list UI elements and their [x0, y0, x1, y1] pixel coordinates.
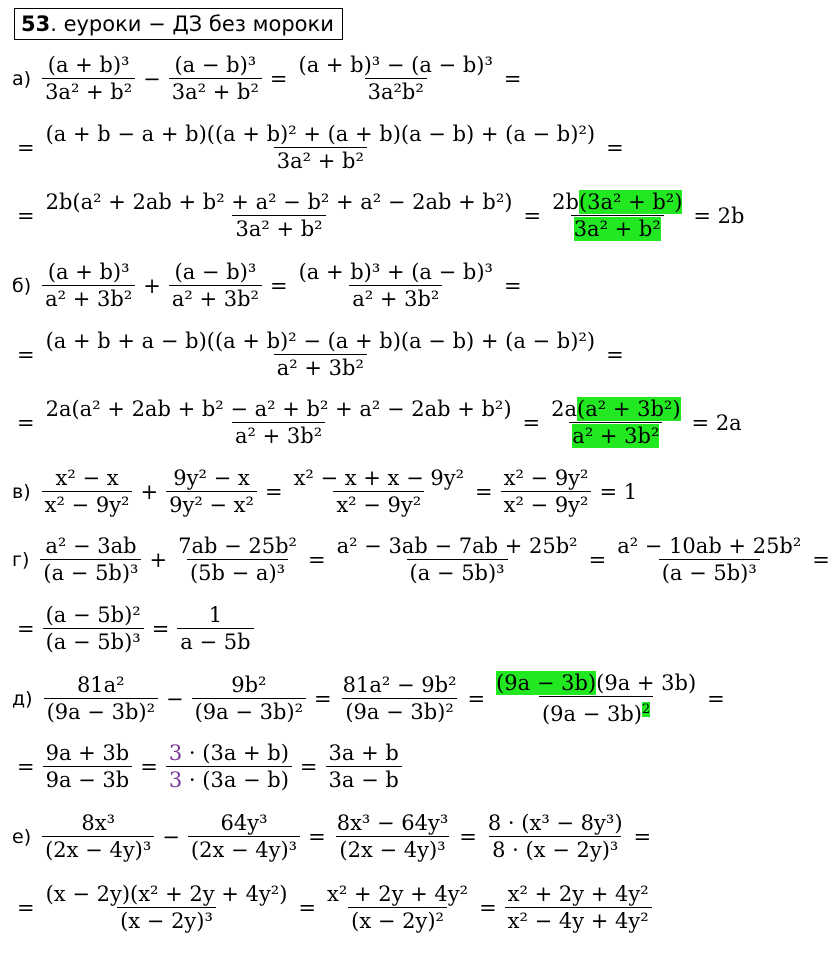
numerator: [501, 465, 592, 491]
task-number: 53: [21, 12, 51, 36]
fraction: [192, 672, 306, 725]
operator: =: [308, 824, 326, 849]
fraction: [340, 672, 460, 725]
denominator-text: (a − 5b)³: [409, 561, 505, 585]
numerator-text: 1: [208, 603, 223, 627]
numerator-text: (a + b)³ − (a − b)³: [298, 53, 493, 77]
operator: =: [475, 479, 493, 504]
denominator: [407, 559, 508, 586]
numerator-text: (a + b)³: [47, 53, 130, 77]
operator: =: [459, 824, 477, 849]
numerator: [74, 672, 128, 698]
numerator-text: 2b(a² + 2ab + b² + a² − b² + a² − 2ab + b²): [45, 190, 513, 214]
highlight-factor: 3a² + b²: [573, 217, 661, 241]
numerator: [505, 881, 652, 907]
denominator: [177, 628, 253, 655]
numerator: [493, 670, 699, 696]
operator: =: [151, 616, 170, 641]
operator: =: [812, 547, 830, 572]
numerator-text: a² − 3ab: [45, 534, 137, 558]
denominator-text: (x − 2y)³: [120, 909, 213, 933]
operator: =: [17, 616, 35, 641]
numerator-text: 81a² − 9b²: [342, 673, 457, 697]
operator: =: [606, 342, 624, 367]
fraction: [334, 533, 581, 586]
numerator-text: 81a²: [76, 673, 125, 697]
numerator: [217, 810, 270, 836]
denominator-text: (2x − 4y)³: [190, 838, 298, 862]
formula-line: [12, 465, 642, 518]
denominator-text: (a − 5b)³: [45, 630, 141, 654]
numerator-text: 8x³ − 64y³: [336, 811, 449, 835]
highlight-factor: (9a − 3b): [496, 671, 597, 695]
numerator-text: (a − b)³: [174, 260, 257, 284]
numerator-text: 9b²: [231, 673, 267, 697]
numerator-text: (a + b − a + b)((a + b)² + (a + b)(a − b) + (a − b)²): [45, 122, 596, 146]
numerator-text: x² + 2y + 4y²: [327, 882, 469, 906]
fraction: [548, 396, 683, 449]
formula-line: [12, 259, 527, 312]
denominator-prefix: (9a − 3b): [541, 702, 643, 726]
denominator-text: (9a − 3b)²: [46, 700, 155, 724]
denominator-text: 3a² + b²: [235, 217, 323, 241]
numerator-text: x² − 9y²: [503, 466, 589, 490]
highlight-factor: (a² + 3b²): [577, 397, 681, 421]
denominator: [501, 491, 592, 518]
numerator: [296, 259, 496, 285]
denominator-text: 3a² + b²: [171, 80, 259, 104]
numerator: [171, 52, 259, 78]
denominator-text: (5b − a)³: [189, 561, 286, 585]
denominator: [342, 698, 456, 725]
denominator: [539, 696, 653, 727]
denominator-text: (a − 5b)³: [43, 561, 139, 585]
numerator-text: (x − 2y)(x² + 2y + 4y²): [45, 882, 288, 906]
formula-line: [12, 189, 749, 242]
cancel-factor: 3: [168, 768, 183, 792]
part-label: г): [12, 548, 30, 571]
numerator-text: a² − 10ab + 25b²: [617, 534, 802, 558]
denominator-text: (2x − 4y)³: [339, 838, 446, 862]
formula-line: [12, 670, 730, 727]
denominator-text: a − 5b: [180, 630, 251, 654]
operator: =: [269, 66, 288, 91]
numerator-text: x² − x + x − 9y²: [293, 466, 464, 490]
denominator-text: a² + 3b²: [235, 424, 323, 448]
numerator-text: 64y³: [220, 811, 268, 835]
denominator: [187, 559, 288, 586]
denominator: [659, 559, 760, 586]
denominator-text: (9a − 3b)²: [345, 700, 454, 724]
part-label: д): [12, 687, 33, 710]
operator: =: [503, 66, 522, 91]
numerator-prefix: 2a: [551, 397, 578, 421]
formula-line: [12, 740, 405, 793]
numerator-text: 8 · (x³ − 8y³): [487, 811, 623, 835]
numerator: [45, 259, 133, 285]
numerator: [172, 259, 260, 285]
cancel-factor: 3: [168, 741, 183, 765]
fraction: [326, 740, 402, 793]
numerator: [206, 602, 225, 628]
numerator: [166, 740, 292, 766]
fraction: [291, 465, 467, 518]
denominator: [166, 491, 257, 518]
numerator: [53, 465, 122, 491]
operator: =: [264, 479, 283, 504]
formula-line: [12, 602, 257, 655]
operator: =: [299, 754, 318, 779]
numerator-text: x² − x: [55, 466, 119, 490]
denominator: [192, 698, 306, 725]
denominator-text: (a − 5b)³: [661, 561, 757, 585]
numerator: [614, 533, 804, 559]
operator: −: [143, 66, 161, 91]
operator: = 1: [599, 479, 638, 504]
numerator-suffix: (9a + 3b): [596, 671, 697, 695]
denominator: [349, 285, 442, 312]
numerator: [549, 189, 685, 215]
fraction: [324, 881, 471, 934]
numerator: [296, 52, 496, 78]
header-text: . еуроки − ДЗ без мороки: [50, 12, 334, 36]
denominator-text: 3a − b: [328, 768, 399, 792]
denominator: [166, 766, 292, 793]
denominator-text: (x − 2y)²: [351, 909, 444, 933]
denominator-text: 3a² + b²: [276, 149, 364, 173]
numerator-text: 2a(a² + 2ab + b² − a² + b² + a² − 2ab + b²): [45, 397, 512, 421]
fraction: [169, 259, 262, 312]
formula-line: [12, 810, 656, 863]
part-label: б): [12, 274, 32, 297]
numerator-text: 9a + 3b: [45, 741, 130, 765]
denominator-text: a² + 3b²: [171, 287, 259, 311]
denominator: [43, 766, 133, 793]
fraction: [334, 810, 452, 863]
denominator: [43, 628, 144, 655]
denominator: [274, 354, 367, 381]
denominator-text: (2x − 4y)³: [45, 838, 152, 862]
denominator: [569, 422, 662, 449]
denominator-text: 9y² − x²: [169, 493, 254, 517]
fraction: [175, 533, 300, 586]
numerator: [42, 533, 139, 559]
denominator: [336, 836, 448, 863]
fraction: [43, 881, 291, 934]
denominator: [188, 836, 300, 863]
numerator: [340, 672, 460, 698]
operator: =: [479, 895, 497, 920]
fraction: [43, 189, 516, 242]
numerator: [43, 881, 291, 907]
numerator: [43, 396, 515, 422]
denominator: [232, 422, 325, 449]
numerator: [175, 533, 300, 559]
fraction: [43, 121, 598, 174]
operator: =: [307, 547, 326, 572]
numerator: [485, 810, 626, 836]
highlight-factor: (3a² + b²): [578, 190, 683, 214]
numerator: [45, 52, 133, 78]
formula-line: [12, 121, 629, 174]
fraction: [501, 465, 592, 518]
operator: = 2b: [693, 203, 745, 228]
fraction: [296, 52, 496, 105]
denominator: [326, 766, 402, 793]
numerator-text: (a + b)³ + (a − b)³: [298, 260, 493, 284]
formula-line: [12, 533, 835, 586]
denominator: [348, 907, 447, 934]
operator: =: [17, 135, 35, 160]
fraction: [188, 810, 300, 863]
denominator: [169, 285, 262, 312]
operator: =: [523, 203, 542, 228]
numerator: [43, 602, 144, 628]
denominator-text: x² − 9y²: [503, 493, 589, 517]
denominator-text: x² − 4y + 4y²: [507, 909, 649, 933]
fraction: [42, 52, 135, 105]
denominator-text: 8 · (x − 2y)³: [492, 838, 619, 862]
denominator: [42, 491, 133, 518]
denominator: [232, 215, 325, 242]
part-label: а): [12, 67, 32, 90]
numerator: [334, 533, 581, 559]
fraction: [549, 189, 685, 242]
formula-line: [12, 52, 526, 105]
fraction: [505, 881, 652, 934]
denominator: [42, 78, 135, 105]
denominator-text: (9a − 3b)²: [194, 700, 304, 724]
formula-line: [12, 396, 747, 449]
denominator: [274, 147, 367, 174]
operator: =: [606, 135, 624, 160]
denominator-text: 9a − 3b: [45, 768, 130, 792]
operator: +: [149, 547, 168, 572]
denominator-text: x² − 9y²: [44, 493, 130, 517]
denominator: [489, 836, 621, 863]
numerator-text: x² + 2y + 4y²: [507, 882, 649, 906]
fraction: [169, 52, 262, 105]
operator: =: [269, 273, 288, 298]
operator: =: [314, 686, 332, 711]
highlight-factor: a² + 3b²: [572, 424, 660, 448]
operator: =: [588, 547, 607, 572]
denominator: [40, 559, 141, 586]
numerator-text: a² − 3ab − 7ab + 25b²: [336, 534, 578, 558]
denominator-text: a² + 3b²: [45, 287, 133, 311]
numerator: [334, 810, 452, 836]
operator: =: [633, 824, 652, 849]
numerator: [43, 740, 133, 766]
operator: =: [140, 754, 158, 779]
operator: =: [17, 203, 35, 228]
numerator: [43, 328, 598, 354]
operator: =: [17, 410, 35, 435]
numerator-text: 8x³: [81, 811, 116, 835]
fraction: [177, 602, 253, 655]
operator: =: [522, 410, 541, 435]
numerator: [43, 121, 598, 147]
fraction: [43, 328, 598, 381]
operator: −: [162, 824, 180, 849]
part-label: е): [12, 825, 32, 848]
header-box: [14, 8, 343, 40]
fraction: [43, 602, 144, 655]
numerator-suffix: · (3a + b): [182, 741, 289, 765]
denominator: [365, 78, 427, 105]
denominator-text: a² + 3b²: [276, 356, 364, 380]
fraction: [166, 465, 257, 518]
operator: =: [503, 273, 522, 298]
denominator: [505, 907, 652, 934]
operator: =: [467, 686, 486, 711]
denominator-text: x² − 9y²: [336, 493, 422, 517]
formula-line: [12, 881, 655, 934]
denominator: [117, 907, 216, 934]
operator: −: [166, 686, 184, 711]
fraction: [43, 396, 515, 449]
denominator: [42, 285, 135, 312]
fraction: [166, 740, 292, 793]
numerator-prefix: 2b: [552, 190, 579, 214]
operator: +: [143, 273, 161, 298]
numerator: [43, 189, 516, 215]
fraction: [43, 740, 133, 793]
numerator: [78, 810, 118, 836]
denominator: [42, 836, 154, 863]
operator: = 2a: [691, 410, 742, 435]
operator: =: [17, 895, 35, 920]
fraction: [42, 259, 135, 312]
fraction: [40, 533, 141, 586]
denominator-text: a² + 3b²: [352, 287, 440, 311]
operator: =: [17, 342, 35, 367]
numerator: [324, 881, 471, 907]
numerator-text: 7ab − 25b²: [178, 534, 297, 558]
fraction: [42, 810, 154, 863]
numerator-text: (a − b)³: [174, 53, 257, 77]
highlight-exponent: 2: [642, 702, 651, 717]
numerator-text: (a − 5b)²: [45, 603, 141, 627]
fraction: [485, 810, 626, 863]
numerator: [548, 396, 683, 422]
operator: +: [140, 479, 159, 504]
operator: =: [17, 754, 35, 779]
fraction: [42, 465, 133, 518]
denominator-text: 3a² + b²: [45, 80, 133, 104]
fraction: [614, 533, 804, 586]
numerator-text: (a + b + a − b)((a + b)² − (a + b)(a − b) + (a − b)²): [45, 329, 596, 353]
denominator: [333, 491, 424, 518]
denominator: [44, 698, 158, 725]
numerator: [170, 465, 252, 491]
operator: =: [298, 895, 317, 920]
fraction: [493, 670, 699, 727]
denominator: [571, 215, 664, 242]
denominator-suffix: · (3a − b): [182, 768, 289, 792]
numerator: [291, 465, 467, 491]
denominator-text: 3a²b²: [367, 80, 424, 104]
numerator: [326, 740, 402, 766]
part-label: в): [12, 480, 31, 503]
numerator-text: 3a + b: [328, 741, 399, 765]
numerator-text: 9y² − x: [173, 466, 250, 490]
numerator: [228, 672, 269, 698]
formula-line: [12, 328, 629, 381]
numerator-text: (a + b)³: [47, 260, 130, 284]
fraction: [44, 672, 158, 725]
operator: =: [707, 686, 725, 711]
fraction: [296, 259, 496, 312]
denominator: [169, 78, 262, 105]
